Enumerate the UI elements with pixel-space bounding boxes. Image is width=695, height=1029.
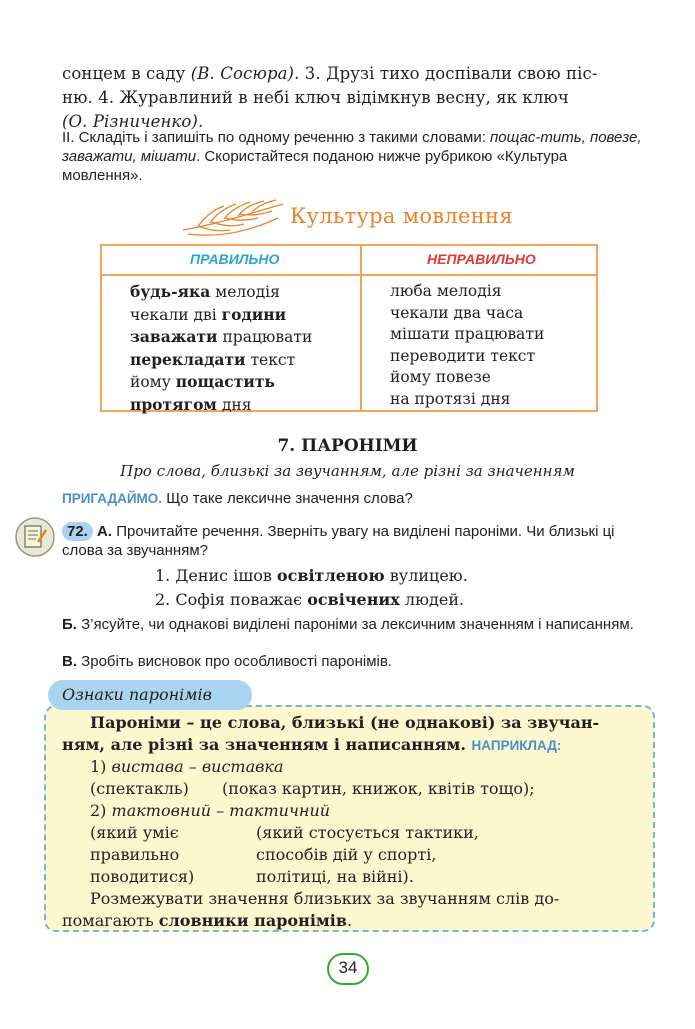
list-item: чекали дві години <box>130 304 287 324</box>
task-two: II. Складіть і запишіть по одному реченню з такими словами: пощас-тить, повезе, заважати, мішати. Скористайтеся поданою нижче рубрикою «Культура мовлення». <box>62 129 642 184</box>
exercise-72-a: 72. А. Прочитайте речення. Зверніть увагу на виділені пароніми. Чи близькі ці слова за звучанням? <box>62 523 615 559</box>
author-sosiura: (В. Сосюра). <box>190 64 300 83</box>
author-riznychenko: (О. Різниченко). <box>62 112 204 131</box>
example-2-right: (який стосується тактики, способів дій у спорті, політиці, на війні). <box>256 823 479 886</box>
culture-title: Культура мовлення <box>290 204 513 228</box>
sentence-1: 1. Денис ішов освітленою вулицею. <box>155 566 468 585</box>
exercise-number-badge: 72. <box>62 522 93 541</box>
notebook-icon <box>14 516 56 558</box>
list-item: йому повезе <box>390 368 491 386</box>
example-1-right: (показ картин, книжок, квітів тощо); <box>222 779 535 798</box>
rule-definition: Пароніми – це слова, близькі (не однакові) за звучан-ням, але різні за значенням і написанням. НАПРИКЛАД: <box>62 713 600 754</box>
speech-culture-table <box>100 244 598 412</box>
example-1-words: 1) вистава – виставка <box>90 757 284 776</box>
example-2-left: (який уміє правильно поводитися) <box>90 823 195 886</box>
list-item: на протязі дня <box>390 389 511 408</box>
example-2-words: 2) тактовний – тактичний <box>90 801 331 820</box>
section-subtitle: Про слова, близькі за звучанням, але різні за значенням <box>120 462 575 480</box>
section-title: 7. ПАРОНІМИ <box>277 436 418 456</box>
list-item: йому пощастить <box>130 372 275 391</box>
example-label: НАПРИКЛАД: <box>471 738 562 753</box>
list-item: переводити текст <box>390 346 536 365</box>
sentence-2: 2. Софія поважає освічених людей. <box>155 590 465 609</box>
list-item: протягом дня <box>130 394 252 414</box>
remember-line: ПРИГАДАЙМО. Що таке лексичне значення слова? <box>62 490 413 507</box>
exercise-72-b: Б. З’ясуйте, чи однакові виділені пароніми за лексичним значенням і написанням. <box>62 616 634 633</box>
list-item: люба мелодія <box>390 282 502 300</box>
rule-pill-label: Ознаки паронімів <box>62 685 212 704</box>
list-item: чекали два часа <box>390 303 524 322</box>
exercise-72-v: В. Зробіть висновок про особливості паронімів. <box>62 653 392 670</box>
correct-header: ПРАВИЛЬНО <box>190 251 280 267</box>
list-item: мішати працювати <box>390 325 545 343</box>
list-item: заважати працювати <box>130 327 313 346</box>
correct-column <box>130 281 312 416</box>
wrong-column <box>390 281 544 410</box>
list-item: будь-яка мелодія <box>130 282 280 301</box>
rule-closing: Розмежувати значення близьких за звучанням слів до-помагають словники паронімів. <box>62 889 560 930</box>
list-item: перекладати текст <box>130 349 296 369</box>
example-1-left: (спектакль) <box>90 779 189 798</box>
wrong-header: НЕПРАВИЛЬНО <box>427 251 536 267</box>
intro-paragraph: сонцем в саду (В. Сосюра). 3. Друзі тихо доспівали свою піс- ню. 4. Журавлиний в небі ключ відімкнув весну, як ключ (О. Різниченко). <box>62 64 598 131</box>
remember-label: ПРИГАДАЙМО. <box>62 491 163 506</box>
page-number: 34 <box>338 958 358 977</box>
